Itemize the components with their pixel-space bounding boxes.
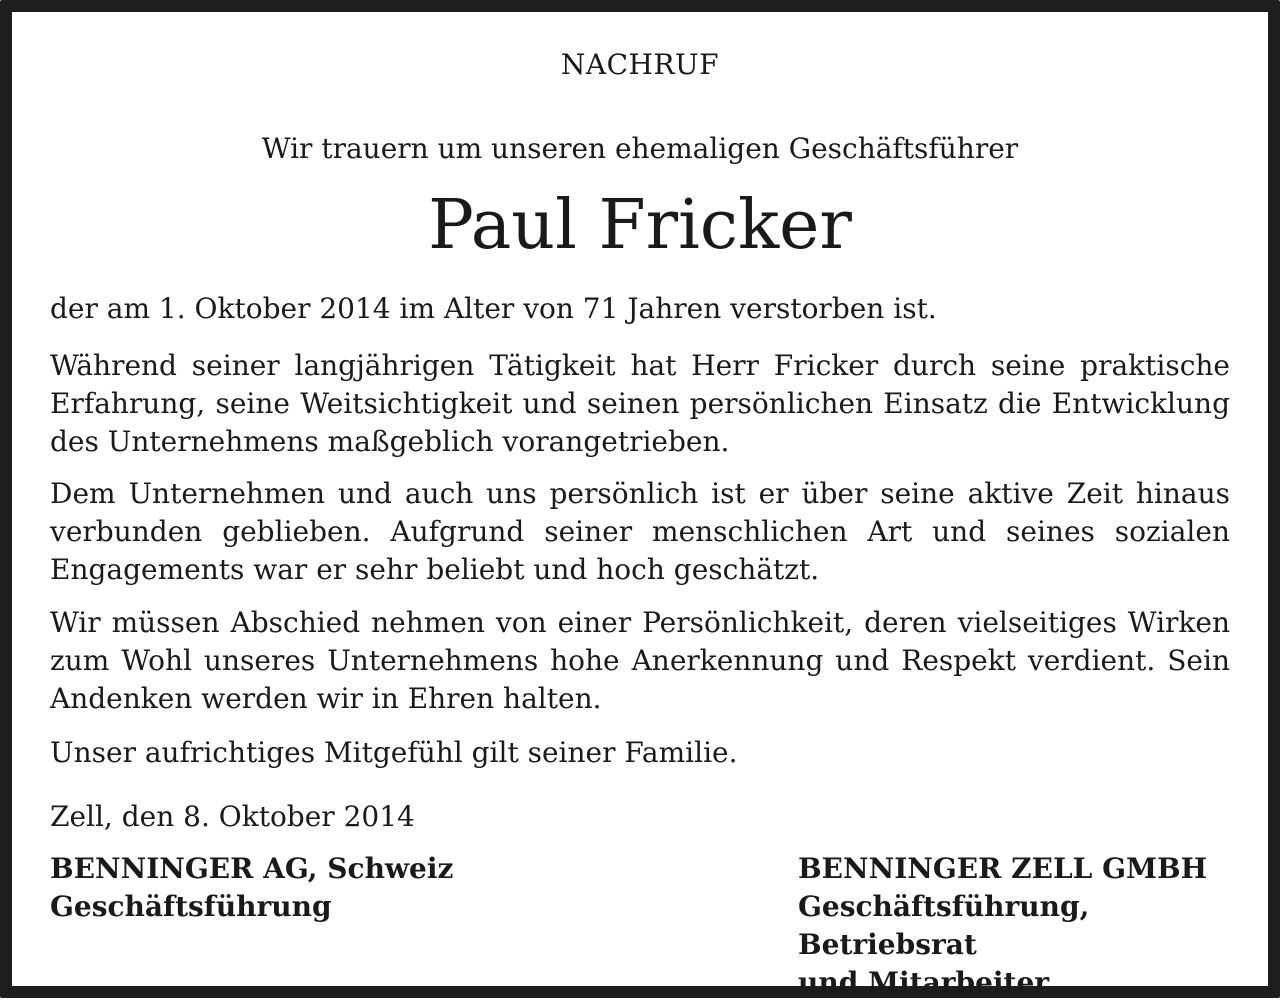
- closing-sympathy: Unser aufrichtiges Mitgefühl gilt seiner Familie.: [50, 736, 738, 769]
- death-line: der am 1. Oktober 2014 im Alter von 71 Jahren verstorben ist.: [50, 292, 937, 325]
- intro-line: Wir trauern um unseren ehemaligen Geschäftsführer: [261, 132, 1019, 165]
- paragraph-farewell: Wir müssen Abschied nehmen von einer Persönlichkeit, deren vielseitiges Wirken zum Wohl unseres Unternehmens hohe Anerkennung und Respekt verdient. Sein Andenken werden wir in Ehren halten.: [50, 606, 1230, 715]
- notice-heading: NACHRUF: [560, 48, 720, 81]
- deceased-name: Paul Fricker: [428, 186, 852, 265]
- signature-left: [50, 850, 453, 926]
- paragraph-connection: Dem Unternehmen und auch uns persönlich ist er über seine aktive Zeit hinaus verbunden geblieben. Aufgrund seiner menschlichen Art und seines sozialen Engagements war er sehr beliebt und hoch geschätzt.: [50, 477, 1230, 586]
- signature-left-company: BENNINGER AG, Schweiz: [50, 852, 454, 885]
- place-date: Zell, den 8. Oktober 2014: [50, 800, 415, 833]
- signature-right-role-1: Geschäftsführung, Betriebsrat: [798, 890, 1090, 961]
- signature-right-company: BENNINGER ZELL GMBH: [798, 852, 1208, 885]
- signature-left-role: Geschäftsführung: [50, 890, 332, 923]
- signature-right: [798, 850, 1268, 1002]
- paragraph-career: Während seiner langjährigen Tätigkeit hat Herr Fricker durch seine praktische Erfahrung, seine Weitsichtigkeit und seinen persönlichen Einsatz die Entwicklung des Unternehmens maßgeblich vorangetrieben.: [50, 349, 1230, 458]
- signature-right-role-2: und Mitarbeiter: [798, 966, 1050, 999]
